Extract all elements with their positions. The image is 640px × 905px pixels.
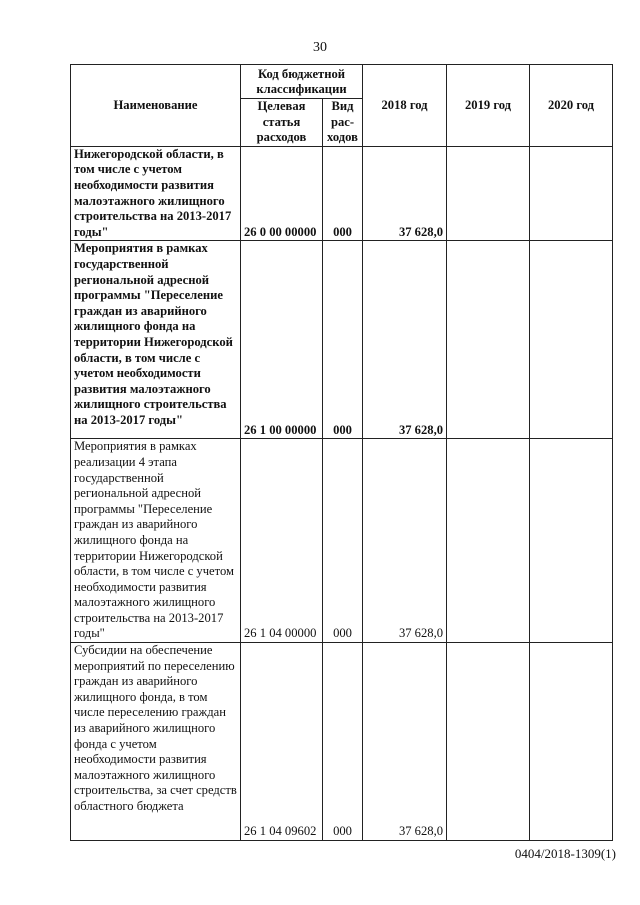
row-expense-type: 000 [323,439,363,643]
row-amount-2018: 37 628,0 [363,241,447,439]
header-budget-code: Код бюджетной классификации [241,65,363,99]
row-amount-2020 [530,241,613,439]
row-expense-type: 000 [323,241,363,439]
row-name: Мероприятия в рамках реализации 4 этапа государственной региональной адресной программы "Переселение граждан из аварийного жилищного фонда на территории Нижегородской области, в том числе с учетом необходимости развития малоэтажного жилищного строительства на 2013-2017 годы" [71,439,241,643]
table-row [71,241,613,439]
page-number: 30 [313,40,327,55]
row-amount-2019 [447,643,530,841]
budget-table [70,64,613,841]
row-target-code: 26 1 04 00000 [241,439,323,643]
row-amount-2018: 37 628,0 [363,439,447,643]
row-amount-2020 [530,643,613,841]
row-amount-2020 [530,439,613,643]
row-amount-2019 [447,146,530,241]
row-name: Нижегородской области, в том числе с учетом необходимости развития малоэтажного жилищного строительства на 2013-2017 годы" [71,146,241,241]
row-target-code: 26 1 04 09602 [241,643,323,841]
row-name: Мероприятия в рамках государственной региональной адресной программы "Переселение граждан из аварийного жилищного фонда на территории Нижегородской области, в том числе с учетом необходимости развития малоэтажного жилищного строительства на 2013-2017 годы" [71,241,241,439]
row-target-code: 26 1 00 00000 [241,241,323,439]
row-amount-2019 [447,439,530,643]
header-year-2019: 2019 год [447,65,530,147]
table-row [71,439,613,643]
header-name: Наименование [71,65,241,147]
header-target-article: Целевая статья расходов [241,99,323,147]
table-row [71,643,613,841]
row-expense-type: 000 [323,643,363,841]
row-amount-2018: 37 628,0 [363,643,447,841]
header-expense-type: Вид рас-ходов [323,99,363,147]
row-expense-type: 000 [323,146,363,241]
document-number: 0404/2018-1309(1) [514,846,616,861]
table-row [71,146,613,241]
row-amount-2018: 37 628,0 [363,146,447,241]
header-year-2018: 2018 год [363,65,447,147]
row-name: Субсидии на обеспечение мероприятий по переселению граждан из аварийного жилищного фонда, в том числе переселению граждан из аварийного жилищного фонда с учетом необходимости развития малоэтажного жилищного строительства, за счет средств областного бюджета [71,643,241,841]
row-target-code: 26 0 00 00000 [241,146,323,241]
row-amount-2019 [447,241,530,439]
header-year-2020: 2020 год [530,65,613,147]
row-amount-2020 [530,146,613,241]
